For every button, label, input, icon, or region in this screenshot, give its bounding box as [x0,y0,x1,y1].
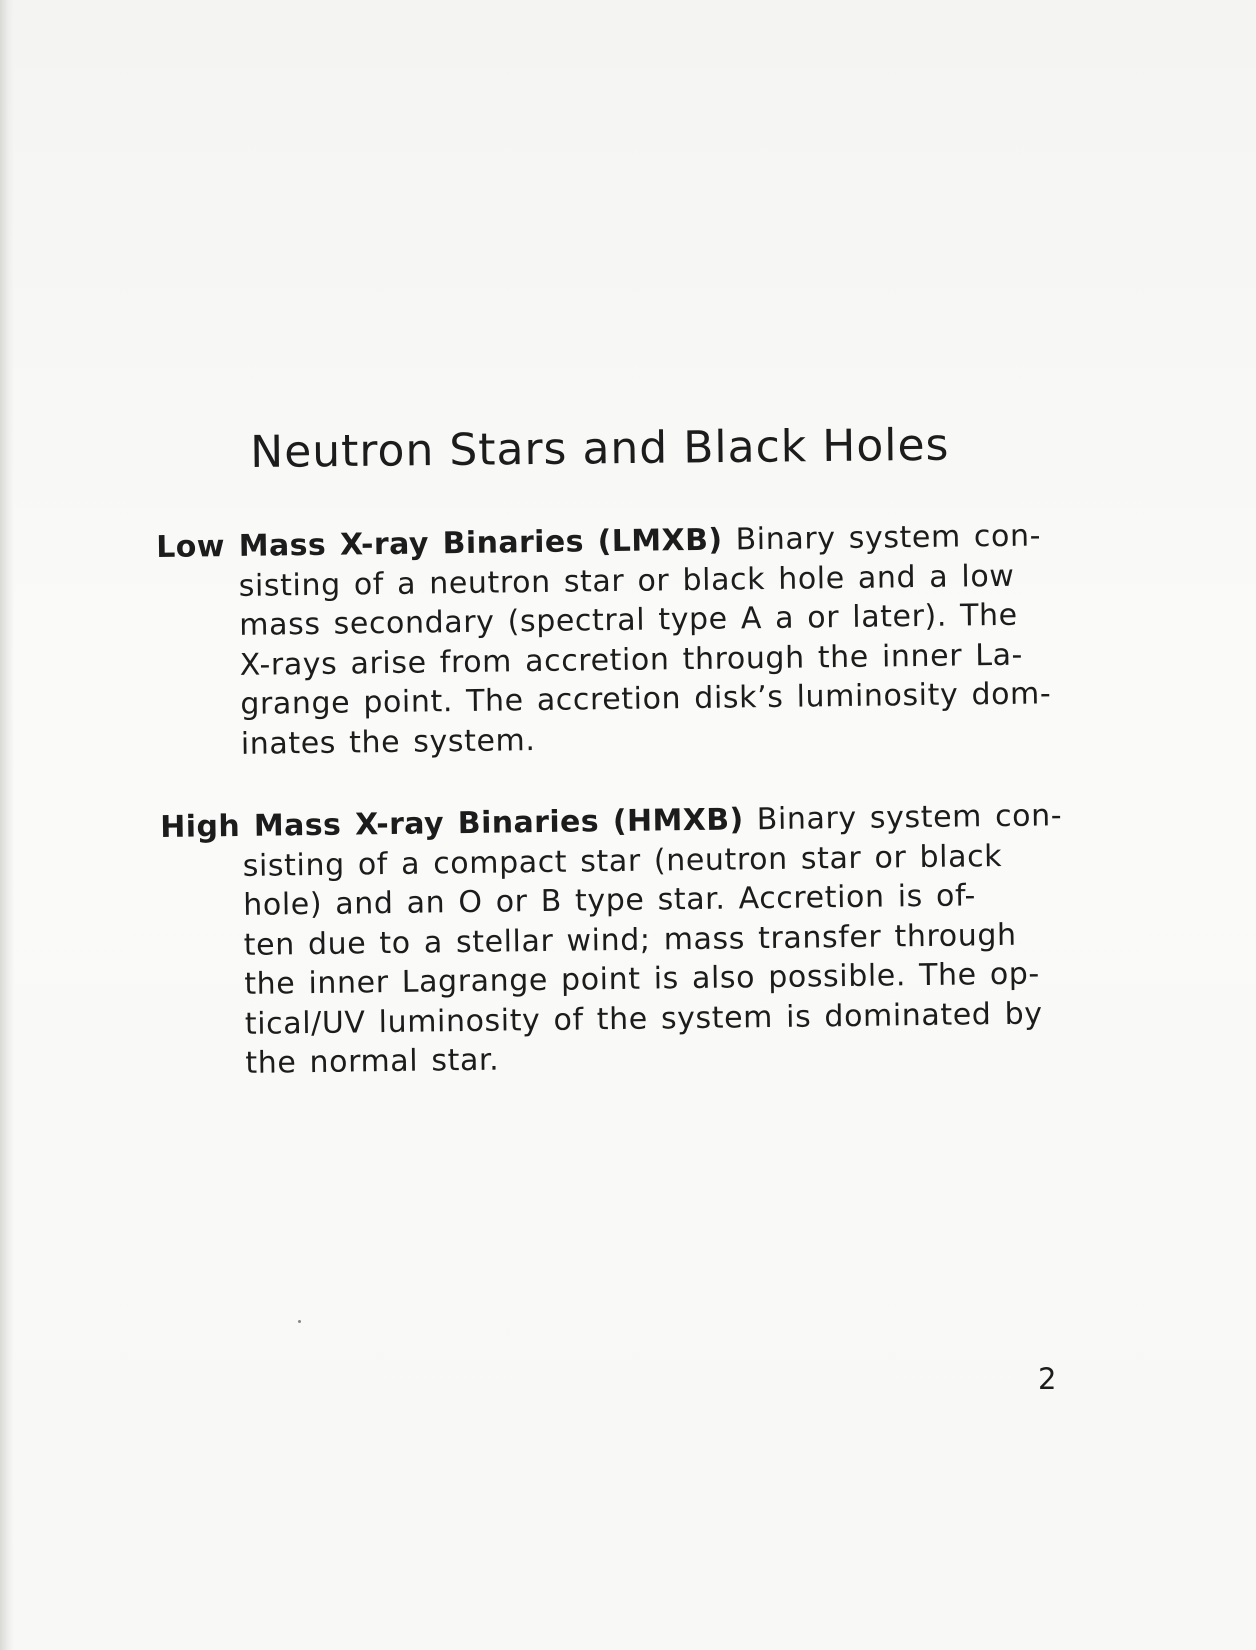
definition-text-line: Binary system con- [756,798,1063,838]
definition-text-line: hole) and an O or B type star. Accretion is of- [243,878,977,923]
definition-text-line: sisting of a compact star (neutron star or black [242,838,1003,884]
definition-text-line: X-rays arise from accretion through the inner La- [239,637,1024,683]
definition-lmxb [156,516,1052,765]
definition-term: High Mass X-ray Binaries (HMXB) [160,802,744,845]
definition-text-line: mass secondary (spectral type A a or later). The [239,597,1018,643]
definition-text-line: grange point. The accretion disk’s luminosity dom- [240,676,1052,722]
page-number: 2 [1038,1362,1057,1396]
definition-hmxb [160,796,1066,1084]
definition-text-line: inates the system. [240,722,536,762]
definition-text-line: the inner Lagrange point is also possible. The op- [244,956,1041,1002]
page-title: Neutron Stars and Black Holes [250,420,950,479]
definition-term: Low Mass X-ray Binaries (LMXB) [156,522,723,565]
definition-text-line: sisting of a neutron star or black hole and a low [238,558,1015,604]
definition-text-line: tical/UV luminosity of the system is dominated by [244,995,1043,1042]
definition-text-line: Binary system con- [735,518,1042,558]
scan-edge-shadow [0,0,14,1650]
definition-text-line: ten due to a stellar wind; mass transfer through [243,917,1017,963]
scan-speck [298,1320,301,1323]
definition-text-line: the normal star. [245,1042,500,1081]
